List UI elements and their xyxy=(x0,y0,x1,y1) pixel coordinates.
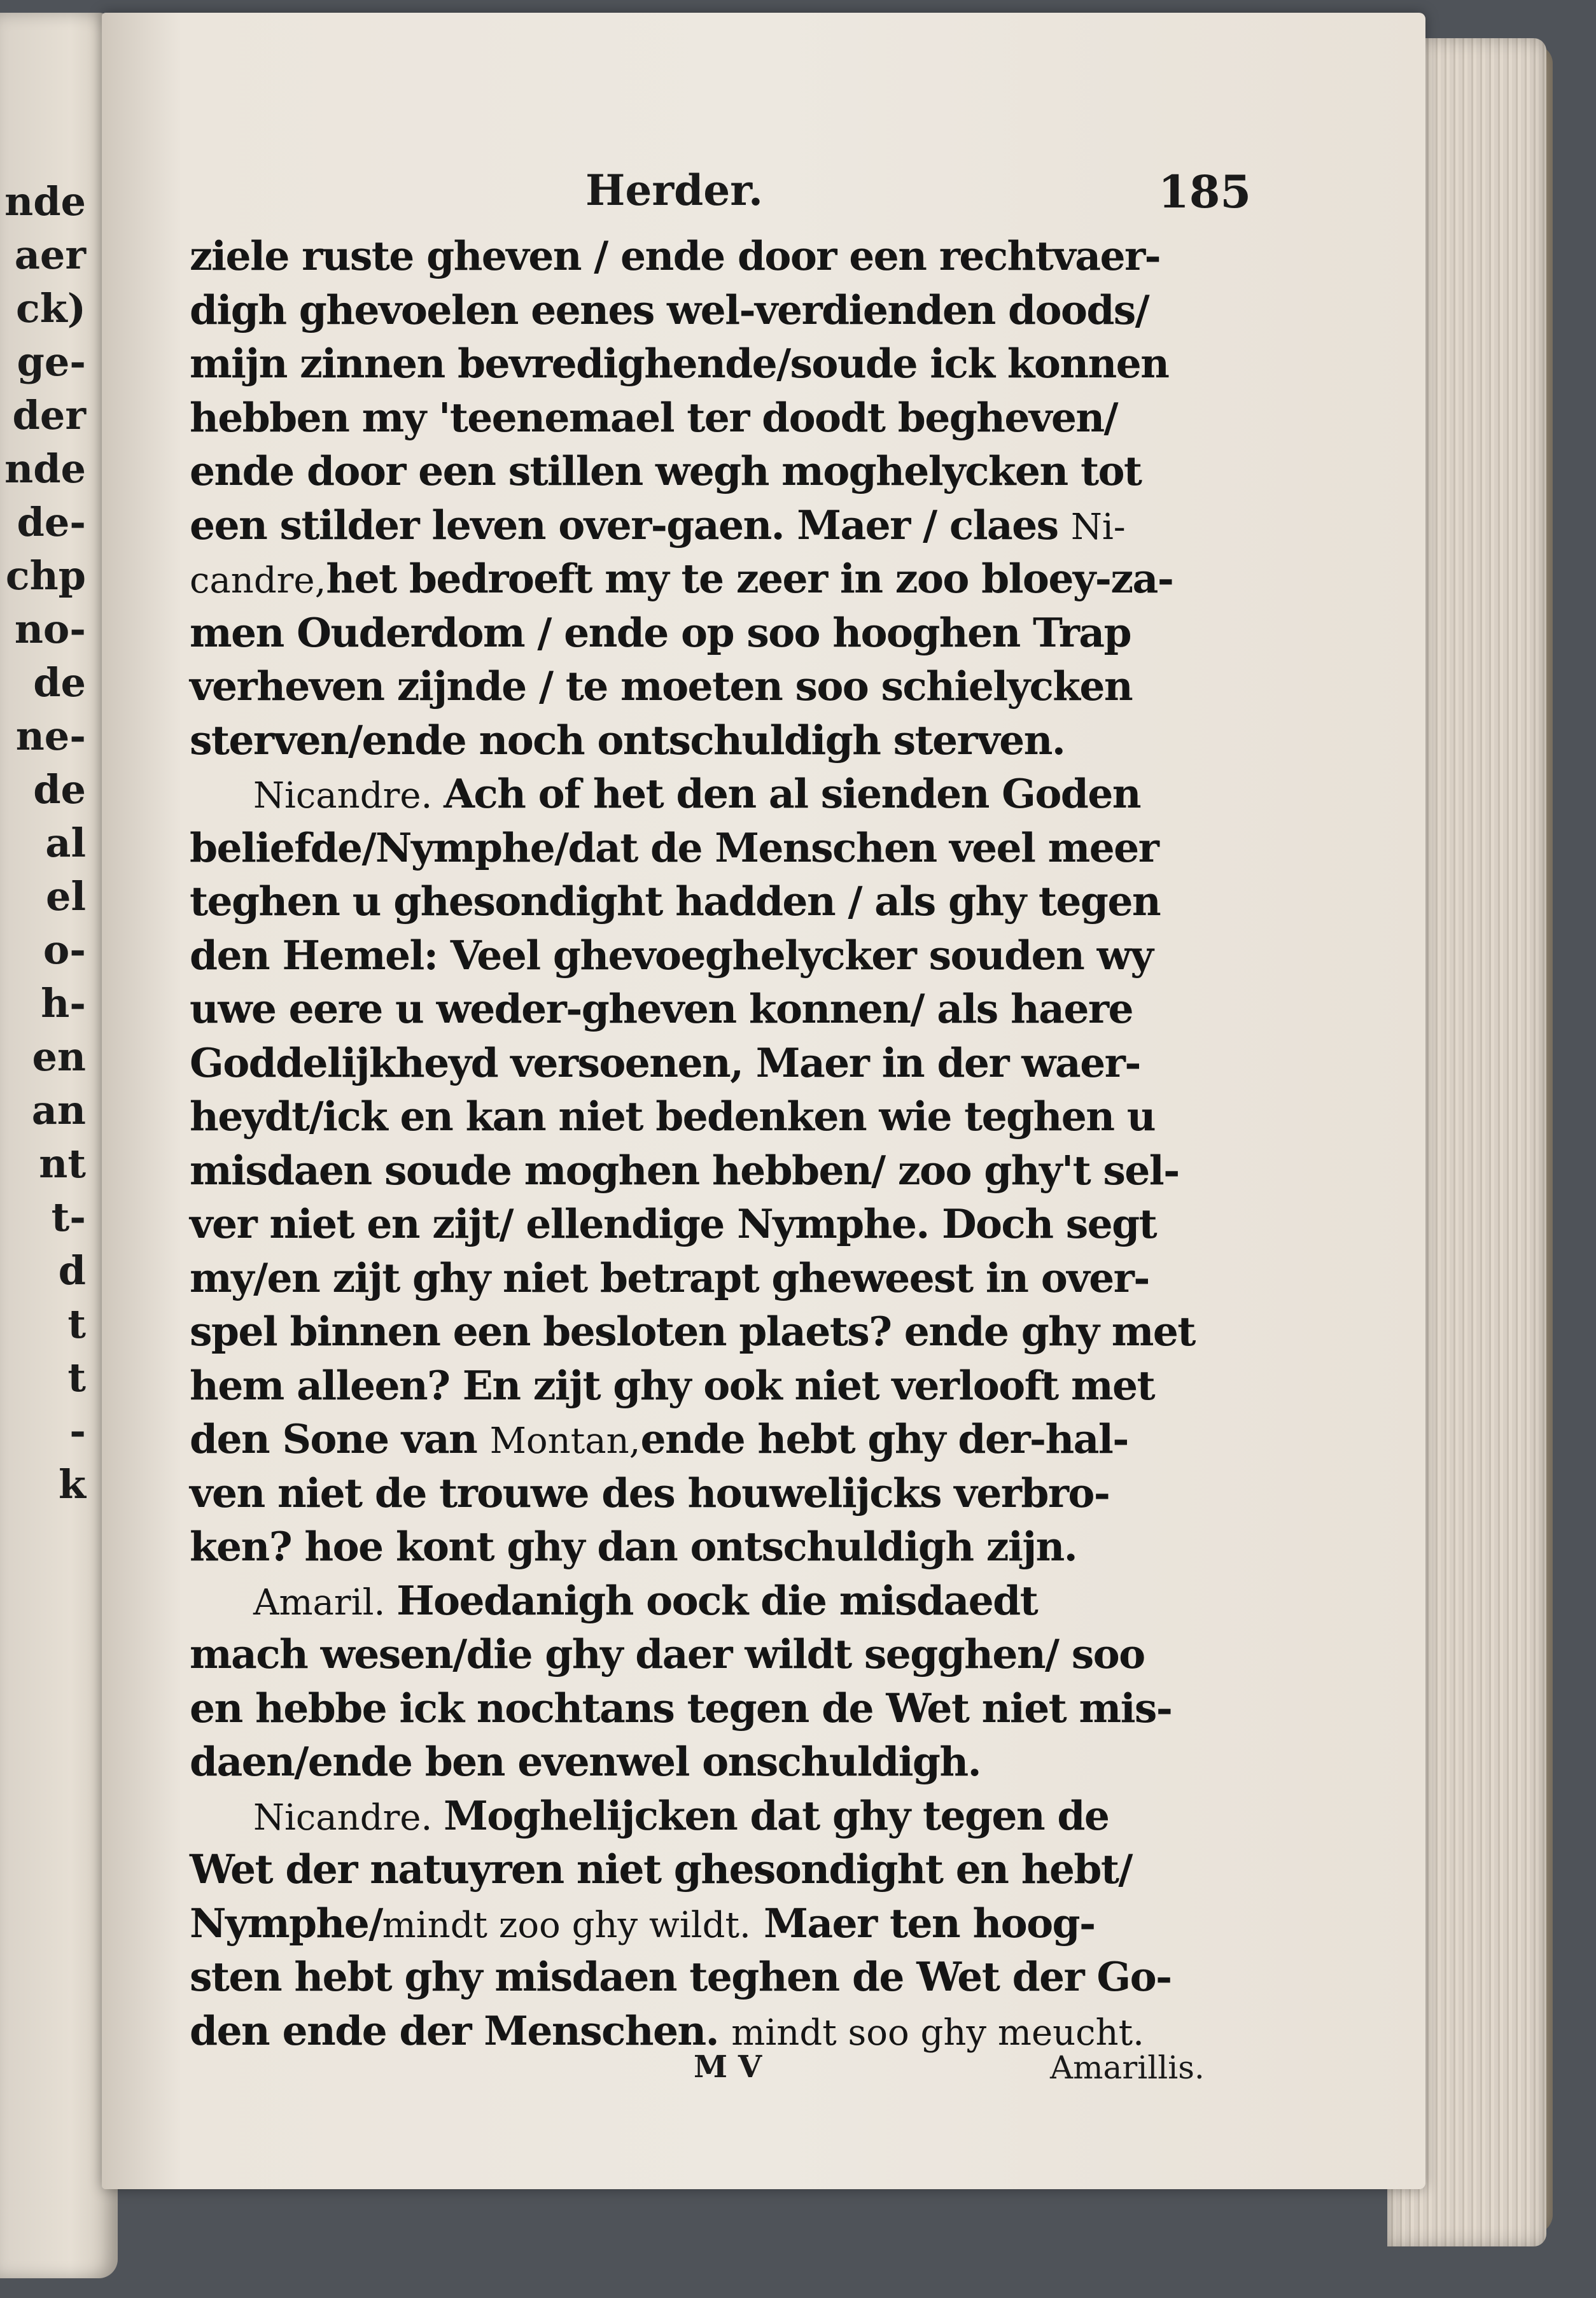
blackletter-text: sterven/ende noch ontschuldigh sterven. xyxy=(190,716,1065,764)
blackletter-text: den ende der Menschen. xyxy=(190,2007,732,2054)
blackletter-text: het bedroeft my te zeer in zoo bloey-za- xyxy=(326,555,1173,602)
text-line xyxy=(190,1305,1271,1359)
text-line xyxy=(190,1466,1271,1520)
left-page-line: an xyxy=(31,1087,86,1133)
left-page-line: ge- xyxy=(17,339,86,385)
left-page-line: h- xyxy=(41,980,86,1026)
text-line xyxy=(190,498,1271,552)
text-line xyxy=(190,1681,1271,1735)
blackletter-text: Nymphe/ xyxy=(190,1899,382,1947)
text-line xyxy=(190,1950,1271,2004)
blackletter-text: ende door een stillen wegh moghelycken tot xyxy=(190,447,1142,494)
blackletter-text: Wet der natuyren niet ghesondight en hebt/ xyxy=(190,1846,1132,1893)
text-line xyxy=(190,1735,1271,1789)
text-line xyxy=(190,1627,1271,1681)
roman-text: Nicandre. xyxy=(253,1797,444,1839)
left-page-line: t- xyxy=(51,1194,86,1240)
text-line xyxy=(190,337,1271,391)
roman-text: Montan, xyxy=(489,1420,641,1462)
blackletter-text: den Sone van xyxy=(190,1415,490,1462)
text-line xyxy=(190,1574,1271,1628)
roman-text: mindt soo ghy meucht. xyxy=(731,2012,1144,2054)
blackletter-text: mijn zinnen bevredighende/soude ick konnen xyxy=(190,340,1169,387)
text-line xyxy=(190,1197,1271,1251)
text-line xyxy=(190,444,1271,498)
text-line xyxy=(190,229,1271,283)
blackletter-text: heydt/ick en kan niet bedenken wie teghen u xyxy=(190,1093,1155,1140)
roman-text: Ni- xyxy=(1070,506,1126,548)
blackletter-text: ven niet de trouwe des houwelijcks verbro- xyxy=(190,1469,1110,1517)
blackletter-text: verheven zijnde / te moeten soo schielycken xyxy=(190,662,1133,710)
text-line xyxy=(190,1520,1271,1574)
left-page-line: el xyxy=(46,873,86,920)
text-line xyxy=(190,821,1271,875)
blackletter-text: men Ouderdom / ende op soo hooghen Trap xyxy=(190,608,1131,656)
blackletter-text: Maer ten hoog- xyxy=(750,1899,1095,1947)
blackletter-text: ken? hoe kont ghy dan ontschuldigh zijn. xyxy=(190,1523,1077,1570)
left-page-line: nt xyxy=(39,1140,86,1187)
left-page-line: aer xyxy=(14,232,86,278)
blackletter-text: uwe eere u weder-gheven konnen/ als haere xyxy=(190,985,1133,1032)
blackletter-text: my/en zijt ghy niet betrapt gheweest in over- xyxy=(190,1254,1149,1301)
signature-mark: M V xyxy=(694,2049,762,2085)
blackletter-text: digh ghevoelen eenes wel-verdienden doods/ xyxy=(190,286,1149,333)
text-line xyxy=(190,767,1271,821)
page-footer xyxy=(102,2049,1425,2100)
left-page-line: nde xyxy=(4,178,86,225)
blackletter-text: Hoedanigh oock die misdaedt xyxy=(396,1576,1038,1624)
roman-text: Nicandre. xyxy=(253,775,444,816)
catchword: Amarillis. xyxy=(1050,2049,1205,2086)
left-page-line: der xyxy=(12,392,86,438)
text-line xyxy=(190,982,1271,1036)
left-page-line: chp xyxy=(5,552,86,599)
text-line xyxy=(190,1789,1271,1843)
left-page-line: nde xyxy=(4,445,86,492)
left-page-line: ne- xyxy=(15,713,86,759)
blackletter-text: mach wesen/die ghy daer wildt segghen/ soo xyxy=(190,1630,1145,1678)
roman-text: candre, xyxy=(190,560,326,601)
text-line xyxy=(190,713,1271,767)
blackletter-text: Ach of het den al sienden Goden xyxy=(444,770,1140,817)
left-page-line: de- xyxy=(17,499,86,545)
blackletter-text: Goddelijkheyd versoenen, Maer in der waer- xyxy=(190,1039,1140,1086)
left-page-line: t xyxy=(67,1354,86,1401)
left-page-line: d xyxy=(58,1247,86,1294)
text-line xyxy=(190,1036,1271,1090)
left-page-line: - xyxy=(69,1408,86,1454)
roman-text: Amaril. xyxy=(253,1581,397,1623)
blackletter-text: ende hebt ghy der-hal- xyxy=(640,1415,1128,1462)
blackletter-text: Moghelijcken dat ghy tegen de xyxy=(444,1791,1109,1839)
page-number: 185 xyxy=(1158,165,1252,218)
left-page-line: al xyxy=(45,820,86,866)
left-page-line: no- xyxy=(14,606,86,652)
text-line xyxy=(190,1896,1271,1951)
text-line xyxy=(190,1842,1271,1896)
left-page-line: de xyxy=(33,766,86,813)
text-line xyxy=(190,1144,1271,1198)
text-line xyxy=(190,1089,1271,1144)
left-page-line: t xyxy=(67,1301,86,1347)
blackletter-text: hem alleen? En zijt ghy ook niet verlooft met xyxy=(190,1361,1154,1409)
text-line xyxy=(190,606,1271,660)
blackletter-text: beliefde/Nymphe/dat de Menschen veel meer xyxy=(190,823,1159,871)
left-page-line: de xyxy=(33,659,86,706)
blackletter-text: den Hemel: Veel ghevoeghelycker souden wy xyxy=(190,931,1153,979)
text-line xyxy=(190,283,1271,337)
blackletter-text: een stilder leven over-gaen. Maer / claes xyxy=(190,501,1071,549)
blackletter-text: ziele ruste gheven / ende door een rechtvaer- xyxy=(190,232,1161,279)
running-head: Herder. xyxy=(585,165,763,215)
blackletter-text: daen/ende ben evenwel onschuldigh. xyxy=(190,1738,981,1785)
text-line xyxy=(190,1251,1271,1305)
book-page xyxy=(102,13,1425,2189)
blackletter-text: ver niet en zijt/ ellendige Nymphe. Doch segt xyxy=(190,1200,1157,1247)
left-page-text xyxy=(0,175,118,1511)
page-header xyxy=(102,165,1425,229)
text-line xyxy=(190,928,1271,983)
left-page-line: k xyxy=(59,1461,86,1508)
blackletter-text: spel binnen een besloten plaets? ende ghy met xyxy=(190,1308,1195,1355)
text-line xyxy=(190,659,1271,713)
text-line xyxy=(190,1412,1271,1466)
roman-text: mindt zoo ghy wildt. xyxy=(382,1904,751,1946)
blackletter-text: hebben my 'teenemael ter doodt begheven/ xyxy=(190,393,1117,441)
facing-left-page xyxy=(0,13,118,2278)
blackletter-text: teghen u ghesondight hadden / als ghy tegen xyxy=(190,878,1161,925)
left-page-line: o- xyxy=(43,927,86,973)
blackletter-text: misdaen soude moghen hebben/ zoo ghy't sel- xyxy=(190,1146,1179,1194)
left-page-line: ck) xyxy=(15,285,86,332)
text-line xyxy=(190,874,1271,928)
text-line xyxy=(190,1359,1271,1413)
text-line xyxy=(190,552,1271,606)
body-text xyxy=(190,229,1271,2057)
blackletter-text: en hebbe ick nochtans tegen de Wet niet mis- xyxy=(190,1684,1172,1732)
blackletter-text: sten hebt ghy misdaen teghen de Wet der Go- xyxy=(190,1953,1172,2000)
text-line xyxy=(190,391,1271,445)
left-page-line: en xyxy=(32,1033,86,1080)
